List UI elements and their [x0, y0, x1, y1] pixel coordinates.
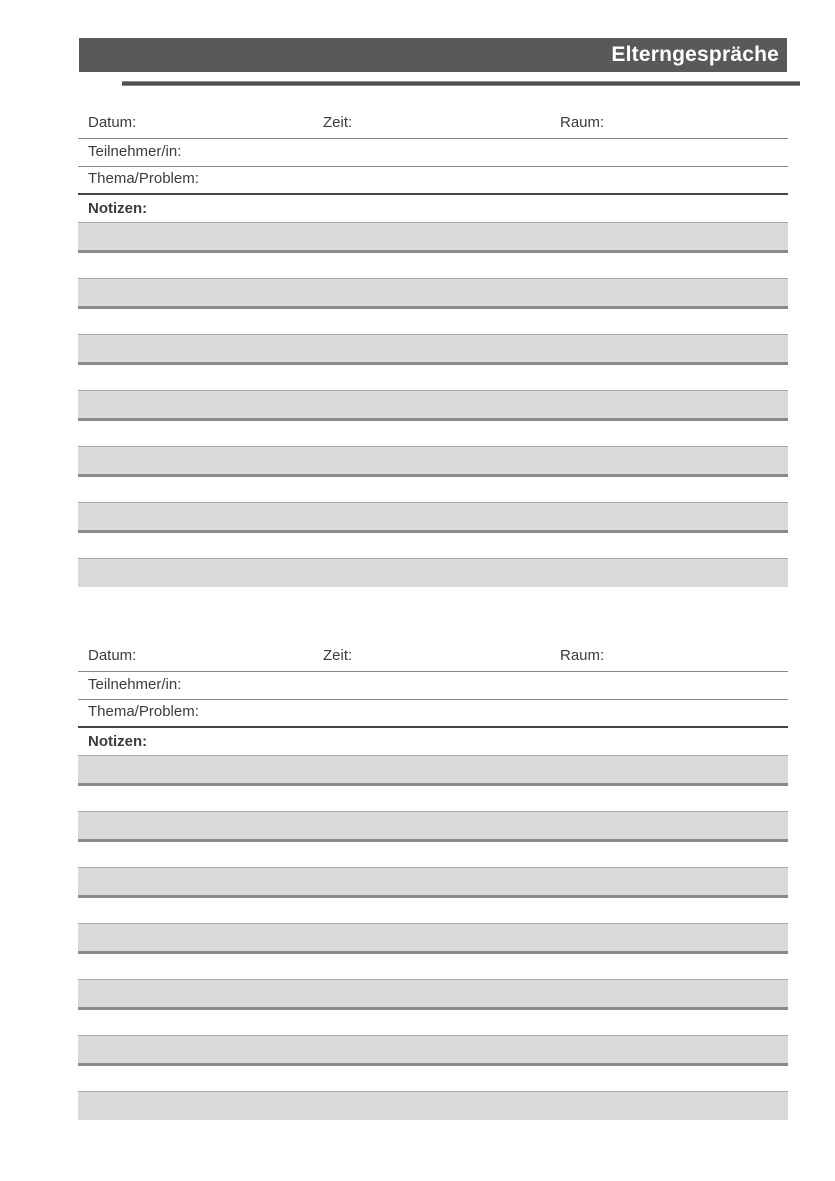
- thema-row: [78, 167, 788, 195]
- zeit-label: Zeit:: [323, 114, 353, 131]
- thema-row: [78, 700, 788, 728]
- raum-field[interactable]: [604, 114, 780, 132]
- thema-field[interactable]: [199, 169, 788, 187]
- teilnehmer-row: [78, 672, 788, 700]
- notes-area: [78, 222, 788, 587]
- zeit-field[interactable]: [352, 647, 553, 665]
- zeit-field[interactable]: [352, 114, 553, 132]
- notes-line[interactable]: [78, 502, 788, 533]
- notizen-label: Notizen:: [88, 200, 148, 217]
- notes-line[interactable]: [78, 979, 788, 1010]
- notes-line[interactable]: [78, 558, 788, 587]
- thema-label: Thema/Problem:: [88, 703, 199, 720]
- notes-line[interactable]: [78, 1035, 788, 1066]
- raum-field[interactable]: [604, 647, 780, 665]
- teilnehmer-label: Teilnehmer/in:: [88, 676, 182, 693]
- teilnehmer-row: [78, 139, 788, 167]
- notes-area: [78, 755, 788, 1120]
- notes-line[interactable]: [78, 390, 788, 421]
- date-time-room-row: [78, 637, 788, 672]
- teilnehmer-field[interactable]: [181, 142, 788, 160]
- header-bar: [79, 38, 787, 72]
- raum-label: Raum:: [560, 647, 605, 664]
- thema-field[interactable]: [199, 702, 788, 720]
- notes-line[interactable]: [78, 867, 788, 898]
- teilnehmer-label: Teilnehmer/in:: [88, 143, 182, 160]
- notes-line[interactable]: [78, 1091, 788, 1120]
- notizen-row: [78, 195, 788, 222]
- notes-line[interactable]: [78, 222, 788, 253]
- date-time-room-row: [78, 104, 788, 139]
- notizen-label: Notizen:: [88, 733, 148, 750]
- raum-label: Raum:: [560, 114, 605, 131]
- zeit-label: Zeit:: [323, 647, 353, 664]
- notes-line[interactable]: [78, 446, 788, 477]
- notizen-row: [78, 728, 788, 755]
- notes-line[interactable]: [78, 923, 788, 954]
- datum-field[interactable]: [136, 647, 318, 665]
- datum-label: Datum:: [88, 114, 137, 131]
- meeting-section-2: [78, 637, 788, 1120]
- notes-line[interactable]: [78, 811, 788, 842]
- datum-field[interactable]: [136, 114, 318, 132]
- header-underline: [122, 81, 800, 86]
- notes-line[interactable]: [78, 755, 788, 786]
- page-title: Elterngespräche: [611, 43, 779, 66]
- meeting-section-1: [78, 104, 788, 587]
- teilnehmer-field[interactable]: [181, 675, 788, 693]
- datum-label: Datum:: [88, 647, 137, 664]
- thema-label: Thema/Problem:: [88, 170, 199, 187]
- notes-line[interactable]: [78, 334, 788, 365]
- notes-line[interactable]: [78, 278, 788, 309]
